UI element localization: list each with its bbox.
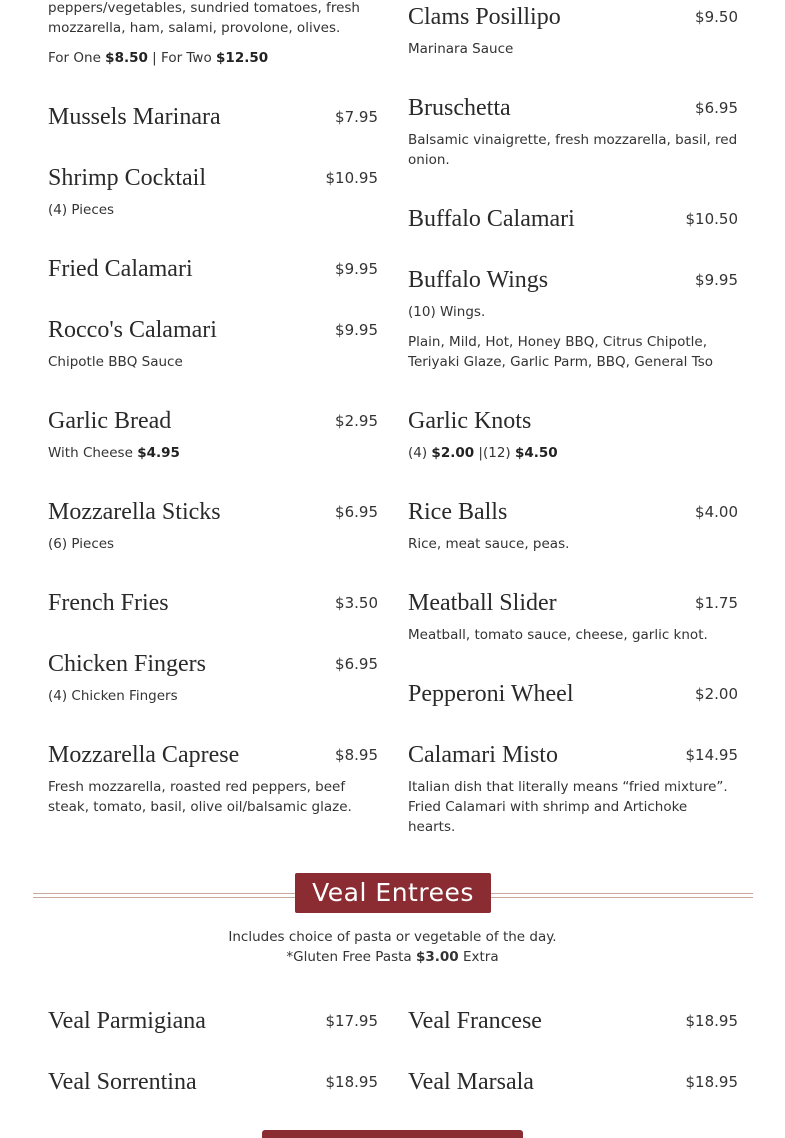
item-description: Fresh mozzarella, roasted red peppers, beef steak, tomato, basil, olive oil/balsamic glaze. [48, 779, 352, 815]
item-description: With Cheese $4.95 [48, 445, 180, 461]
item-name: Mozzarella Caprese [48, 742, 240, 768]
item-price: $17.95 [325, 1012, 378, 1030]
item-price: $3.50 [335, 594, 378, 612]
item-name: Garlic Bread [48, 408, 172, 434]
item-name: Chicken Fingers [48, 651, 206, 677]
item-options: Plain, Mild, Hot, Honey BBQ, Citrus Chipotle, Teriyaki Glaze, Garlic Parm, BBQ, General Tso [408, 334, 714, 370]
item-description: Balsamic vinaigrette, fresh mozzarella, basil, red onion. [408, 132, 738, 168]
item-description: (4) Pieces [48, 202, 115, 218]
item-price: $6.95 [335, 503, 378, 521]
item-description: Marinara Sauce [408, 41, 514, 57]
item-price: $18.95 [685, 1073, 738, 1091]
item-name: Buffalo Calamari [408, 206, 575, 232]
item-price: $2.95 [335, 412, 378, 430]
item-name: Mozzarella Sticks [48, 499, 221, 525]
item-name: Clams Posillipo [408, 4, 561, 30]
item-name: Rocco's Calamari [48, 317, 217, 343]
item-name: Veal Francese [408, 1008, 542, 1034]
item-description: Italian dish that literally means “fried mixture”. Fried Calamari with shrimp and Artichoke hearts. [408, 779, 728, 835]
item-price: $2.00 [695, 685, 738, 703]
item-name: Garlic Knots [408, 408, 532, 434]
item-price: $4.00 [695, 503, 738, 521]
item-name: Meatball Slider [408, 590, 557, 616]
section-note: Includes choice of pasta or vegetable of the day. [228, 929, 557, 945]
item-name: Fried Calamari [48, 256, 193, 282]
item-price: $8.95 [335, 746, 378, 764]
item-name: Pepperoni Wheel [408, 681, 574, 707]
top-item-size-prices: For One $8.50 | For Two $12.50 [48, 50, 269, 66]
item-price: $6.95 [335, 655, 378, 673]
item-price: $9.95 [335, 260, 378, 278]
item-name: Veal Marsala [408, 1069, 534, 1095]
item-name: Bruschetta [408, 95, 511, 121]
item-description: Rice, meat sauce, peas. [408, 536, 570, 552]
item-name: Buffalo Wings [408, 267, 549, 293]
top-item-description: peppers/vegetables, sundried tomatoes, fresh mozzarella, ham, salami, provolone, olives. [48, 0, 360, 36]
item-description: Meatball, tomato sauce, cheese, garlic knot. [408, 627, 708, 643]
item-name: Rice Balls [408, 499, 508, 525]
next-section-banner [262, 1130, 523, 1138]
item-description: (10) Wings. [408, 304, 486, 320]
item-price: $9.50 [695, 8, 738, 26]
item-name: French Fries [48, 590, 169, 616]
item-price: $7.95 [335, 108, 378, 126]
item-price: $14.95 [685, 746, 738, 764]
item-price: $1.75 [695, 594, 738, 612]
item-price: $6.95 [695, 99, 738, 117]
item-description: (4) $2.00 |(12) $4.50 [408, 445, 558, 461]
item-name: Veal Parmigiana [48, 1008, 206, 1034]
item-name: Mussels Marinara [48, 104, 221, 130]
item-name: Calamari Misto [408, 742, 558, 768]
item-price: $9.95 [335, 321, 378, 339]
item-price: $10.50 [685, 210, 738, 228]
gluten-free-note: *Gluten Free Pasta $3.00 Extra [286, 949, 499, 965]
item-description: (6) Pieces [48, 536, 115, 552]
item-name: Veal Sorrentina [48, 1069, 197, 1095]
item-price: $10.95 [325, 169, 378, 187]
item-description: (4) Chicken Fingers [48, 688, 178, 704]
item-price: $18.95 [685, 1012, 738, 1030]
item-price: $9.95 [695, 271, 738, 289]
item-name: Shrimp Cocktail [48, 165, 206, 191]
item-price: $18.95 [325, 1073, 378, 1091]
item-description: Chipotle BBQ Sauce [48, 354, 183, 370]
section-title-banner: Veal Entrees [295, 873, 491, 913]
